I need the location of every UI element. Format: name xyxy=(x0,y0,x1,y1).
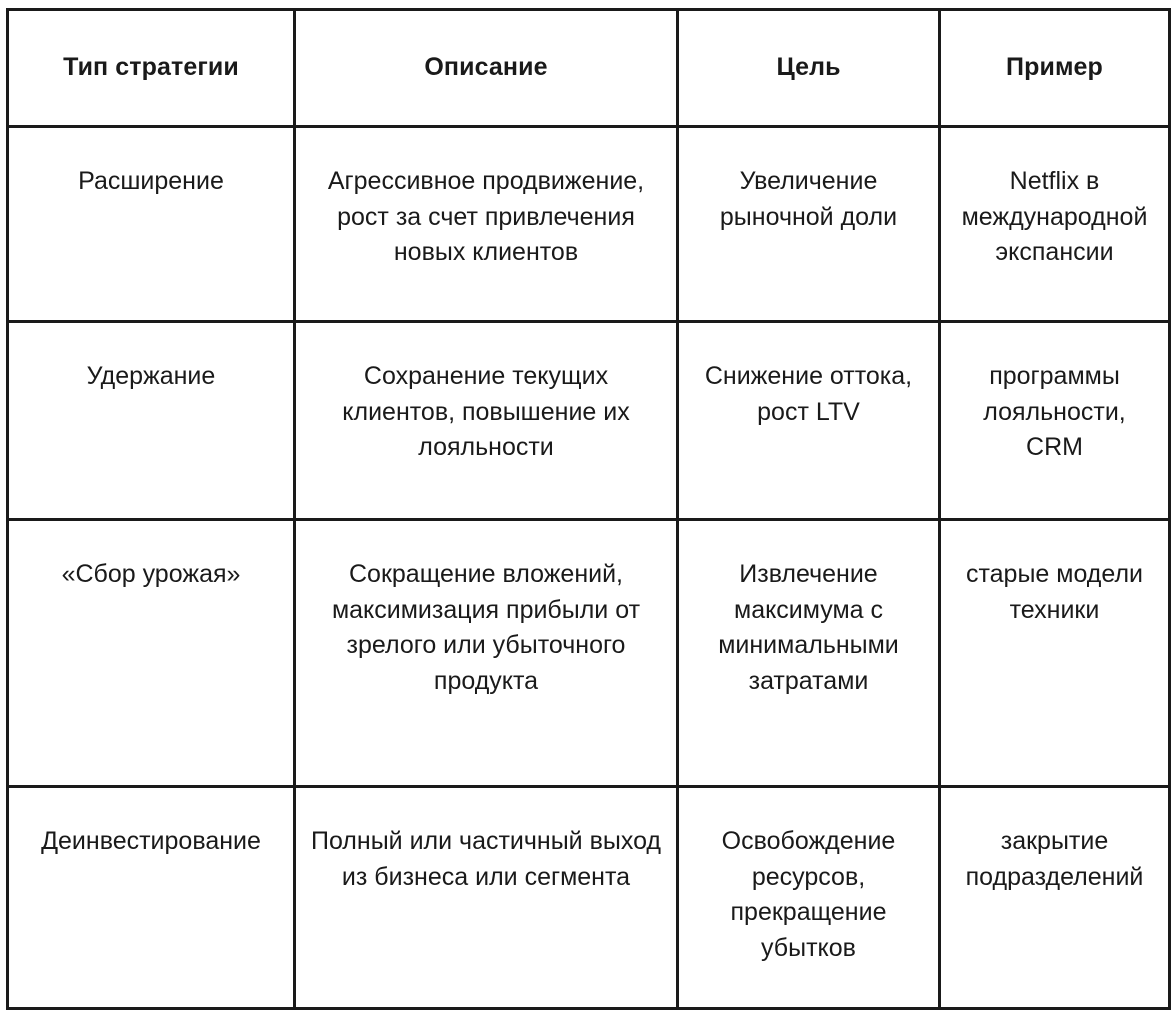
cell-description-text: Агрессивное продвижение, рост за счет привлечения новых клиентов xyxy=(327,167,645,266)
cell-type xyxy=(8,322,295,520)
column-header-example-label: Пример xyxy=(1006,53,1103,82)
cell-description xyxy=(295,127,678,322)
column-header-type-label: Тип стратегии xyxy=(63,53,239,82)
cell-goal-text: Освобождение ресурсов, прекращение убытков xyxy=(721,827,896,962)
cell-description xyxy=(295,520,678,787)
cell-goal xyxy=(678,787,940,1009)
table-row xyxy=(8,520,1170,787)
strategy-table-container xyxy=(6,8,1168,1007)
column-header-description xyxy=(295,10,678,127)
cell-description-text: Сохранение текущих клиентов, повышение их лояльности xyxy=(342,362,630,461)
cell-type xyxy=(8,127,295,322)
cell-type xyxy=(8,787,295,1009)
cell-example-text: закрытие подразделений xyxy=(965,827,1144,891)
column-header-description-label: Описание xyxy=(424,53,548,82)
cell-goal-text: Увеличение рыночной доли xyxy=(719,167,898,231)
cell-description-text: Полный или частичный выход из бизнеса или сегмента xyxy=(310,827,662,891)
cell-goal xyxy=(678,322,940,520)
cell-description-text: Сокращение вложений, максимизация прибыли от зрелого или убыточного продукта xyxy=(331,560,641,695)
table-row xyxy=(8,127,1170,322)
table-header xyxy=(8,10,1170,127)
column-header-type xyxy=(8,10,295,127)
cell-type xyxy=(8,520,295,787)
table-row xyxy=(8,322,1170,520)
column-header-goal xyxy=(678,10,940,127)
column-header-example xyxy=(940,10,1170,127)
cell-goal xyxy=(678,127,940,322)
cell-goal-text: Извлечение максимума с минимальными затратами xyxy=(718,560,899,695)
cell-example xyxy=(940,127,1170,322)
table-header-row xyxy=(8,10,1170,127)
cell-example-text: Netflix в международной экспансии xyxy=(961,167,1148,266)
cell-goal-text: Снижение оттока, рост LTV xyxy=(704,362,913,426)
column-header-goal-label: Цель xyxy=(776,53,841,82)
cell-example xyxy=(940,787,1170,1009)
cell-example-text: программы лояльности, CRM xyxy=(983,362,1126,461)
strategy-table xyxy=(6,8,1171,1010)
cell-type-text: Расширение xyxy=(78,167,224,195)
cell-example xyxy=(940,322,1170,520)
cell-description xyxy=(295,787,678,1009)
cell-type-text: «Сбор урожая» xyxy=(61,560,241,588)
cell-type-text: Деинвестирование xyxy=(41,827,261,855)
cell-goal xyxy=(678,520,940,787)
cell-description xyxy=(295,322,678,520)
cell-example xyxy=(940,520,1170,787)
table-body xyxy=(8,127,1170,1009)
cell-example-text: старые модели техники xyxy=(965,560,1144,624)
table-row xyxy=(8,787,1170,1009)
cell-type-text: Удержание xyxy=(86,362,216,390)
